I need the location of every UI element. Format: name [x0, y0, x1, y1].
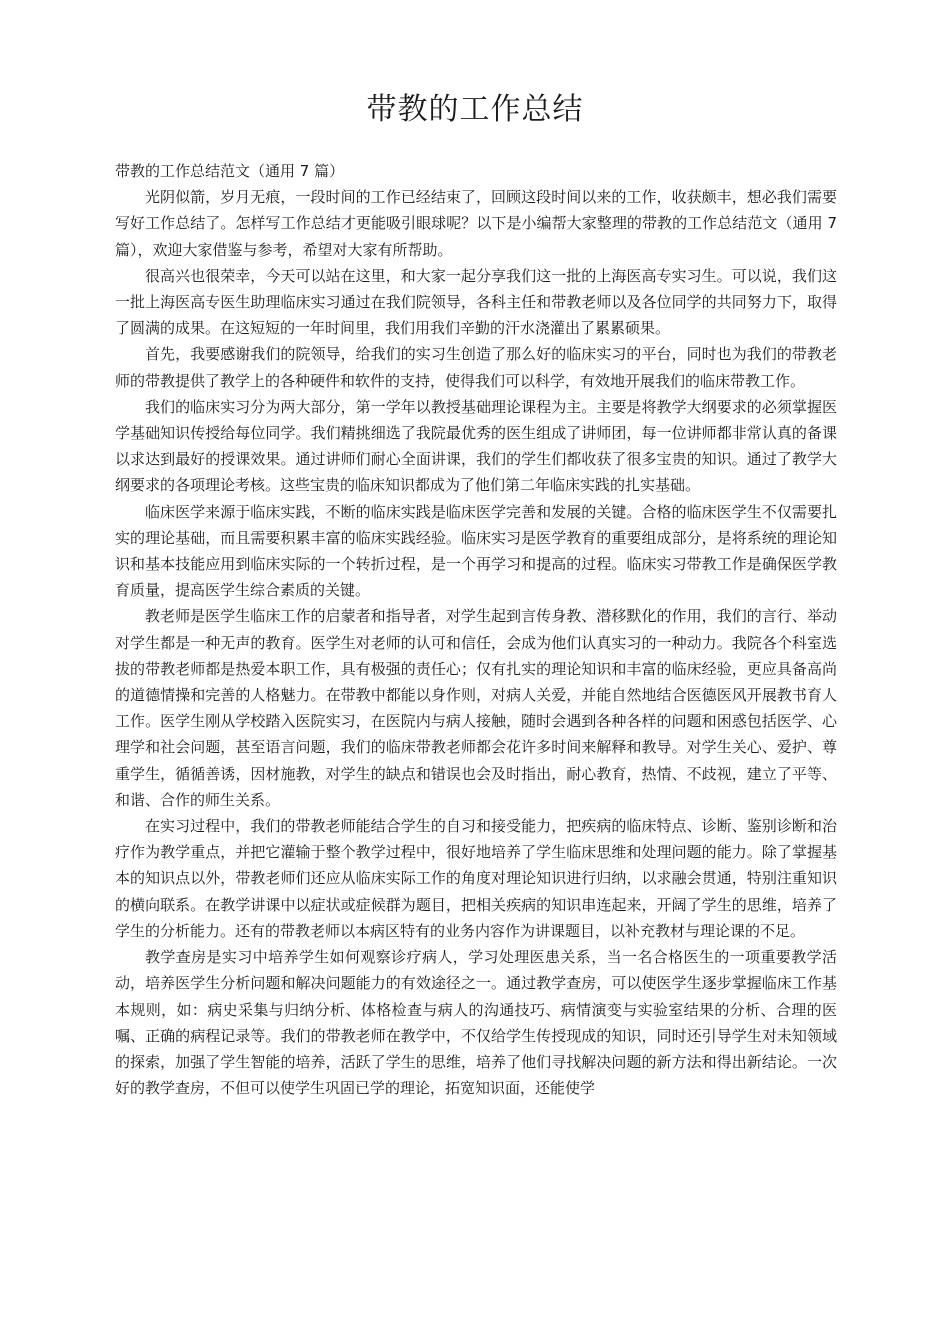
document-body [115, 158, 837, 1101]
document-subtitle: 带教的工作总结范文（通用 7 篇） [115, 162, 345, 180]
paragraph-5: 临床医学来源于临床实践，不断的临床实践是临床医学完善和发展的关键。合格的临床医学生不仅需要扎实的理论基础，而且需要积累丰富的临床实践经验。临床实习是医学教育的重要组成部分，是将系统的理论知识和基本技能应用到临床实际的一个转折过程，是一个再学习和提高的过程。临床实习带教工作是确保医学教育质量，提高医学生综合素质的关键。 [115, 502, 837, 600]
paragraph-8: 教学查房是实习中培养学生如何观察诊疗病人，学习处理医患关系，当一名合格医生的一项重要教学活动，培养医学生分析问题和解决问题能力的有效途径之一。通过教学查房，可以使医学生逐步掌握临床工作基本规则，如：病史采集与归纳分析、体格检查与病人的沟通技巧、病情演变与实验室结果的分析、合理的医嘱、正确的病程记录等。我们的带教老师在教学中，不仅给学生传授现成的知识，同时还引导学生对未知领域的探索，加强了学生智能的培养，活跃了学生的思维，培养了他们寻找解决问题的新方法和得出新结论。一次好的教学查房，不但可以使学生巩固已学的理论，拓宽知识面，还能使学 [115, 948, 837, 1098]
paragraph-7: 在实习过程中，我们的带教老师能结合学生的自习和接受能力，把疾病的临床特点、诊断、鉴别诊断和治疗作为教学重点，并把它灌输于整个教学过程中，很好地培养了学生临床思维和处理问题的能力。除了掌握基本的知识点以外，带教老师们还应从临床实际工作的角度对理论知识进行归纳，以求融会贯通，特别注重知识的横向联系。在教学讲课中以症状或症候群为题目，把相关疾病的知识串连起来，开阔了学生的思维，培养了学生的分析能力。还有的带教老师以本病区特有的业务内容作为讲课题目，以补充教材与理论课的不足。 [115, 817, 837, 940]
paragraph-3: 首先，我要感谢我们的院领导，给我们的实习生创造了那么好的临床实习的平台，同时也为我们的带教老师的带教提供了教学上的各种硬件和软件的支持，使得我们可以科学，有效地开展我们的临床带教工作。 [115, 345, 837, 390]
page-title: 带教的工作总结 [366, 92, 584, 127]
paragraph-intro: 光阴似箭，岁月无痕，一段时间的工作已经结束了，回顾这段时间以来的工作，收获颇丰，想必我们需要写好工作总结了。怎样写工作总结才更能吸引眼球呢？以下是小编帮大家整理的带教的工作总结范文（通用 7 篇），欢迎大家借鉴与参考，希望对大家有所帮助。 [115, 188, 837, 259]
paragraph-4: 我们的临床实习分为两大部分，第一学年以教授基础理论课程为主。主要是将教学大纲要求的必须掌握医学基础知识传授给每位同学。我们精挑细选了我院最优秀的医生组成了讲师团，每一位讲师都非常认真的备课以求达到最好的授课效果。通过讲师们耐心全面讲课，我们的学生们都收获了很多宝贵的知识。通过了教学大纲要求的各项理论考核。这些宝贵的临床知识都成为了他们第二年临床实践的扎实基础。 [115, 397, 837, 495]
paragraph-6: 教老师是医学生临床工作的启蒙者和指导者，对学生起到言传身教、潜移默化的作用，我们的言行、举动对学生都是一种无声的教育。医学生对老师的认可和信任，会成为他们认真实习的一种动力。我院各个科室选拔的带教老师都是热爱本职工作，具有极强的责任心；仅有扎实的理论知识和丰富的临床经验，更应具备高尚的道德情操和完善的人格魅力。在带教中都能以身作则，对病人关爱，并能自然地结合医德医风开展教书育人工作。医学生刚从学校踏入医院实习，在医院内与病人接触，随时会遇到各种各样的问题和困惑包括医学、心理学和社会问题，甚至语言问题，我们的临床带教老师都会花许多时间来解释和教导。对学生关心、爱护、尊重学生，循循善诱，因材施教，对学生的缺点和错误也会及时指出，耐心教育，热情、不歧视，建立了平等、和谐、合作的师生关系。 [115, 607, 837, 809]
paragraph-2: 很高兴也很荣幸，今天可以站在这里，和大家一起分享我们这一批的上海医高专实习生。可以说，我们这一批上海医高专医生助理临床实习通过在我们院领导，各科主任和带教老师以及各位同学的共同努力下，取得了圆满的成果。在这短短的一年时间里，我们用我们辛勤的汗水浇灌出了累累硕果。 [115, 266, 837, 338]
